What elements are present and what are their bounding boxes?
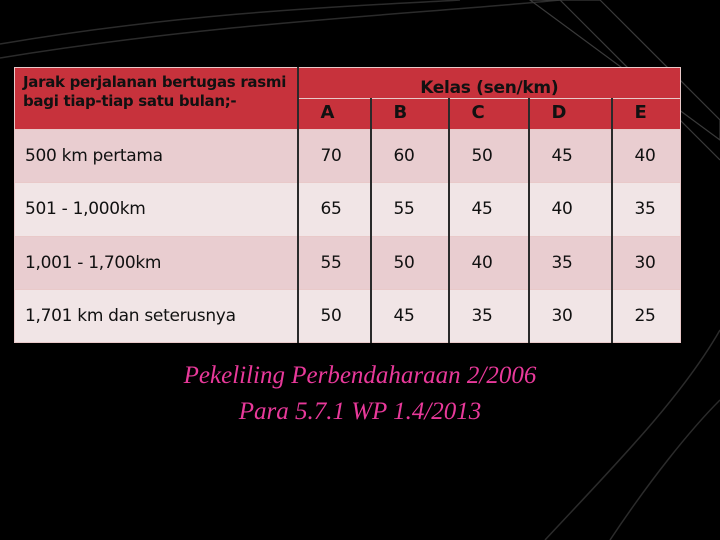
rate-cell: 35 (612, 183, 681, 236)
rate-cell: 55 (298, 236, 371, 289)
class-header-a: A (298, 99, 371, 130)
table-row (15, 289, 681, 342)
class-group-header: Kelas (sen/km) (298, 68, 681, 99)
rate-cell: 30 (612, 236, 681, 289)
rate-cell: 25 (612, 289, 681, 342)
rate-cell: 50 (371, 236, 449, 289)
rate-cell: 45 (449, 183, 529, 236)
distance-header: Jarak perjalanan bertugas rasmi bagi tiap-tiap satu bulan;- (15, 68, 298, 130)
rate-cell: 30 (529, 289, 612, 342)
rate-cell: 65 (298, 183, 371, 236)
distance-cell: 1,701 km dan seterusnya (15, 289, 298, 342)
class-header-d: D (529, 99, 612, 130)
distance-cell: 500 km pertama (15, 130, 298, 183)
rate-cell: 40 (529, 183, 612, 236)
table-row (15, 183, 681, 236)
caption-line-2: Para 5.7.1 WP 1.4/2013 (238, 398, 482, 425)
rate-cell: 60 (371, 130, 449, 183)
class-header-c: C (449, 99, 529, 130)
rate-cell: 35 (449, 289, 529, 342)
table-row (15, 130, 681, 183)
rate-cell: 45 (371, 289, 449, 342)
table-header-row (15, 68, 681, 99)
class-header-b: B (371, 99, 449, 130)
rate-cell: 55 (371, 183, 449, 236)
class-header-e: E (612, 99, 681, 130)
rate-cell: 50 (449, 130, 529, 183)
rate-cell: 70 (298, 130, 371, 183)
caption-line-1: Pekeliling Perbendaharaan 2/2006 (183, 362, 537, 389)
rate-cell: 40 (612, 130, 681, 183)
rate-cell: 40 (449, 236, 529, 289)
distance-cell: 1,001 - 1,700km (15, 236, 298, 289)
rate-cell: 50 (298, 289, 371, 342)
rate-cell: 45 (529, 130, 612, 183)
distance-cell: 501 - 1,000km (15, 183, 298, 236)
table-row (15, 236, 681, 289)
rate-cell: 35 (529, 236, 612, 289)
mileage-rate-table (14, 67, 681, 343)
